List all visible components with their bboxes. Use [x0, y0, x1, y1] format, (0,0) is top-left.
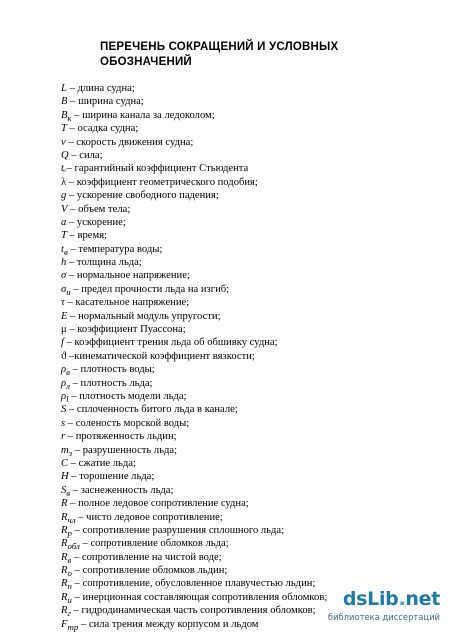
abbreviation-item: [61, 390, 421, 403]
abbreviation-symbol: v: [61, 136, 66, 148]
abbreviation-subscript: п: [67, 581, 72, 592]
abbreviation-symbol: H: [61, 471, 69, 483]
abbreviation-item: [61, 283, 421, 296]
abbreviation-symbol: F: [61, 618, 68, 630]
abbreviation-item: [61, 564, 421, 577]
abbreviation-item: [61, 162, 421, 175]
abbreviation-definition: – ускорение свободного падения;: [66, 190, 219, 202]
abbreviation-symbol: R: [61, 498, 68, 510]
abbreviation-item: [61, 417, 421, 430]
abbreviation-definition: – сплоченность битого льда в канале;: [66, 404, 238, 416]
abbreviation-definition: – сопротивление обломков льда;: [79, 538, 229, 550]
abbreviation-symbol: R: [61, 511, 68, 523]
abbreviation-item: [61, 524, 421, 537]
watermark-name-dot: .: [398, 588, 406, 610]
abbreviation-item: [61, 296, 421, 309]
abbreviation-item: [61, 189, 421, 202]
abbreviation-symbol: r: [61, 431, 66, 443]
abbreviation-symbol: f: [61, 337, 64, 349]
site-watermark: [324, 588, 442, 628]
abbreviation-definition: – сжатие льда;: [68, 457, 136, 469]
abbreviation-item: [61, 403, 421, 416]
watermark-tagline: библиотека диссертаций: [327, 612, 440, 622]
abbreviation-subscript: l: [66, 394, 69, 405]
watermark-name-part-2: net: [405, 588, 440, 610]
abbreviation-symbol: g: [61, 190, 67, 202]
abbreviation-definition: – длина судна;: [66, 83, 135, 94]
abbreviation-item: [61, 551, 421, 564]
abbreviation-definition: – температура воды;: [67, 243, 163, 255]
abbreviation-item: [61, 176, 421, 189]
abbreviation-item: [61, 310, 421, 323]
watermark-name-part-1: dsLib: [342, 588, 399, 610]
abbreviation-symbol: Q: [61, 149, 69, 161]
abbreviation-definition: – коэффициент трения льда об обшивку судна;: [63, 337, 278, 349]
abbreviation-item: [61, 377, 421, 390]
abbreviation-symbol: a: [61, 216, 67, 228]
abbreviation-definition: – сила трения между корпусом и льдом: [78, 618, 259, 630]
abbreviation-item: [61, 350, 421, 363]
abbreviation-definition: – коэффициент геометрического подобия;: [66, 176, 258, 188]
page-title-line-2: ОБОЗНАЧЕНИЙ: [100, 56, 192, 68]
abbreviation-symbol: ρ: [61, 377, 67, 389]
abbreviation-symbol: τ: [61, 297, 65, 309]
abbreviation-item: [61, 457, 421, 470]
abbreviation-definition: – нормальное напряжение;: [66, 270, 190, 282]
abbreviation-subscript: в: [66, 367, 70, 378]
abbreviation-definition: – торошение льда;: [68, 471, 155, 483]
abbreviation-item: [61, 511, 421, 524]
abbreviation-symbol: L: [61, 83, 67, 94]
abbreviation-item: [61, 470, 421, 483]
abbreviation-definition: – толщина льда;: [66, 257, 142, 269]
abbreviation-definition: – плотность льда;: [69, 377, 153, 389]
page-title-line-1: ПЕРЕЧЕНЬ СОКРАЩЕНИЙ И УСЛОВНЫХ: [100, 41, 339, 53]
abbreviation-item: [61, 537, 421, 550]
abbreviation-symbol: t: [61, 163, 64, 175]
abbreviation-definition: – соленость морской воды;: [65, 417, 190, 429]
abbreviation-item: [61, 269, 421, 282]
abbreviation-symbol: R: [61, 565, 68, 577]
abbreviation-symbol: R: [61, 551, 68, 563]
abbreviation-subscript: г: [67, 608, 71, 619]
abbreviation-definition: – инерционная составляющая сопротивления обломков;: [71, 591, 328, 603]
abbreviation-item: [61, 256, 421, 269]
abbreviation-definition: – гарантийный коэффициент Стьюдента: [63, 163, 249, 175]
abbreviation-subscript: в: [66, 487, 71, 498]
abbreviation-item: [61, 109, 421, 122]
abbreviation-item: [61, 243, 421, 256]
abbreviation-item: [61, 82, 421, 95]
abbreviation-item: [61, 229, 421, 242]
abbreviation-definition: – гидродинамическая часть сопротивления обломков;: [70, 605, 316, 617]
abbreviation-definition: – ширина канала за ледоколом;: [71, 109, 215, 121]
abbreviation-subscript: чл: [67, 514, 76, 525]
abbreviation-definition: – разрушенность льда;: [72, 444, 178, 456]
abbreviation-symbol: ρ: [61, 364, 67, 376]
abbreviation-symbol: C: [61, 457, 69, 469]
abbreviation-definition: – сила;: [68, 149, 103, 161]
abbreviation-definition: – сопротивление обломков льдин;: [71, 565, 228, 577]
abbreviation-item: [61, 216, 421, 229]
abbreviation-subscript: и: [67, 594, 72, 605]
abbreviation-definition: – касательное напряжение;: [64, 297, 190, 309]
abbreviation-definition: – нормальный модуль упругости;: [67, 310, 221, 322]
abbreviation-definition: – скорость движения судна;: [65, 136, 194, 148]
abbreviation-item: [61, 95, 421, 108]
abbreviation-definition: –кинематической коэффициент вязкости;: [66, 350, 255, 362]
abbreviation-subscript: в: [63, 246, 68, 257]
abbreviation-subscript: р: [67, 528, 72, 538]
abbreviation-definition: – плотность воды;: [69, 364, 155, 376]
abbreviation-symbol: m: [61, 444, 69, 456]
abbreviation-subscript: и: [66, 286, 71, 297]
abbreviation-item: [61, 149, 421, 162]
abbreviation-item: [61, 444, 421, 457]
abbreviation-symbol: S: [61, 484, 67, 496]
abbreviation-item: [61, 363, 421, 376]
abbreviation-subscript: л: [66, 380, 70, 391]
abbreviation-symbol: B: [61, 109, 68, 121]
abbreviation-item: [61, 203, 421, 216]
abbreviation-symbol: R: [61, 578, 68, 590]
abbreviation-symbol: ϑ: [61, 350, 67, 362]
abbreviation-symbol: B: [61, 96, 68, 108]
abbreviation-definition: – заснеженность льда;: [70, 484, 174, 496]
abbreviation-symbol: λ: [61, 176, 67, 188]
abbreviation-symbol: V: [61, 203, 68, 215]
abbreviation-list: [61, 82, 421, 631]
abbreviation-symbol: σ: [61, 283, 67, 295]
abbreviation-symbol: h: [61, 257, 67, 269]
abbreviation-subscript: з: [68, 447, 73, 458]
abbreviation-definition: – предел прочности льда на изгиб;: [70, 283, 230, 295]
abbreviation-symbol: R: [61, 538, 68, 550]
watermark-logo: [343, 588, 440, 610]
abbreviation-symbol: t: [61, 243, 64, 255]
abbreviation-subscript: к: [67, 112, 72, 123]
abbreviation-subscript: тр: [67, 621, 79, 632]
abbreviation-subscript: в: [67, 554, 72, 565]
abbreviation-subscript: о: [67, 568, 72, 579]
abbreviation-definition: – объем тела;: [67, 203, 131, 215]
abbreviation-symbol: R: [61, 605, 68, 617]
abbreviation-symbol: T: [61, 123, 67, 135]
abbreviation-symbol: R: [61, 524, 68, 536]
abbreviation-definition: – плотность модели льда;: [68, 390, 187, 402]
abbreviation-definition: – коэффициент Пуассона;: [66, 324, 186, 336]
abbreviation-symbol: T: [61, 230, 67, 242]
page-title: [100, 40, 400, 70]
abbreviation-definition: – полное ледовое сопротивление судна;: [67, 498, 249, 510]
abbreviation-definition: – чисто ледовое сопротивление;: [75, 511, 223, 523]
abbreviation-definition: – протяженность льдин;: [65, 431, 177, 443]
abbreviation-symbol: S: [61, 404, 67, 416]
abbreviation-item: [61, 122, 421, 135]
abbreviation-symbol: s: [61, 417, 66, 429]
abbreviation-definition: – осадка судна;: [66, 123, 139, 135]
abbreviation-definition: – ширина судна;: [67, 96, 144, 108]
abbreviation-definition: – время;: [66, 230, 108, 242]
abbreviation-item: [61, 484, 421, 497]
abbreviation-symbol: E: [61, 310, 68, 322]
abbreviation-definition: – сопротивление, обусловленное плавучестью льдин;: [71, 578, 316, 590]
abbreviation-definition: – ускорение;: [66, 216, 126, 228]
abbreviation-subscript: обл: [67, 541, 80, 552]
abbreviation-item: [61, 430, 421, 443]
abbreviation-definition: – сопротивление на чистой воде;: [71, 551, 222, 563]
abbreviation-symbol: σ: [61, 270, 67, 282]
abbreviation-item: [61, 497, 421, 510]
abbreviation-symbol: ρ: [61, 390, 67, 402]
abbreviation-symbol: μ: [61, 324, 67, 336]
abbreviation-definition: – сопротивление разрушения сплошного льда;: [71, 524, 285, 536]
abbreviation-item: [61, 323, 421, 336]
abbreviation-symbol: R: [61, 591, 68, 603]
abbreviation-item: [61, 336, 421, 349]
abbreviation-item: [61, 136, 421, 149]
